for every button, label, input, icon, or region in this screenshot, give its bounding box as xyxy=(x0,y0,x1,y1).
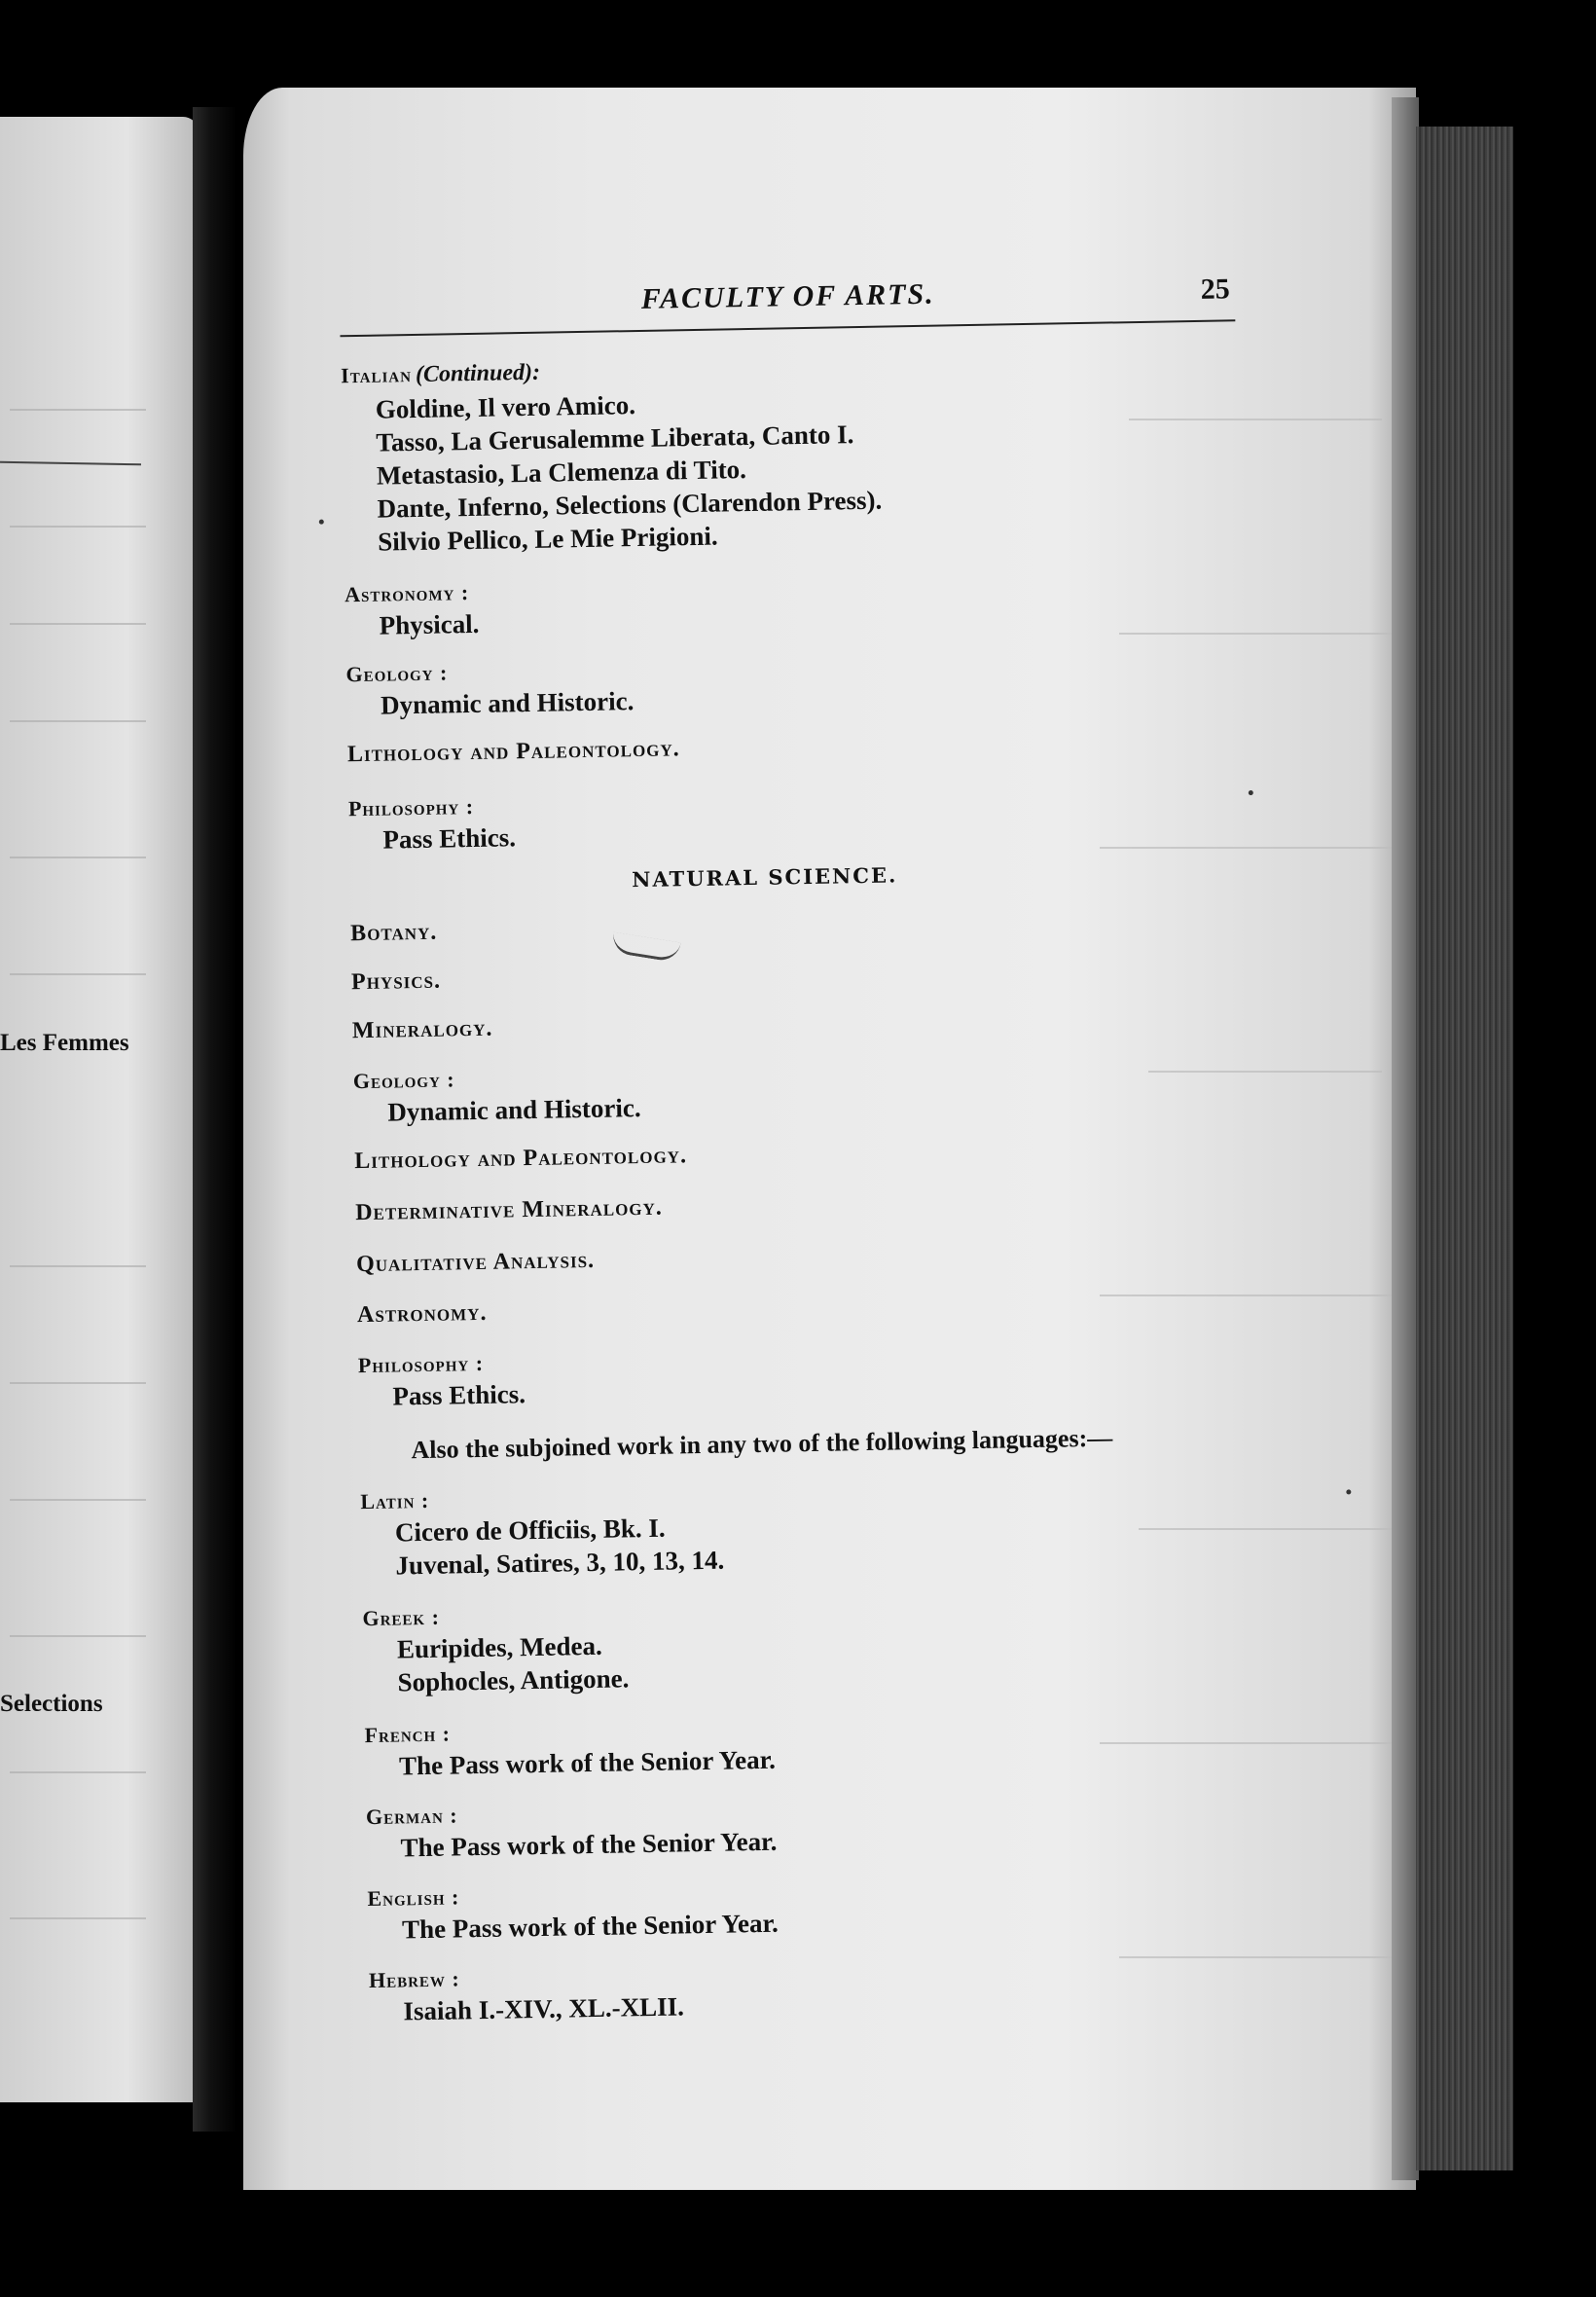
english-heading: English : xyxy=(367,1884,460,1912)
german-heading: German : xyxy=(365,1803,458,1830)
lithology-heading: Lithology and Paleontology. xyxy=(354,1143,688,1175)
list-item: Goldine, Il vero Amico. xyxy=(375,390,636,424)
geology-heading: Geology : xyxy=(352,1067,455,1094)
philosophy-heading: Philosophy : xyxy=(347,793,475,821)
left-page xyxy=(0,117,212,2102)
pencil-mark xyxy=(610,932,680,964)
italian-heading: Italian xyxy=(340,362,413,388)
list-item: Dante, Inferno, Selections (Clarendon Press). xyxy=(377,485,883,524)
list-item: The Pass work of the Senior Year. xyxy=(401,1908,780,1945)
header-rule xyxy=(340,319,1235,337)
list-item: The Pass work of the Senior Year. xyxy=(398,1744,777,1781)
continued-label: (Continued): xyxy=(415,359,541,387)
list-item: Cicero de Officiis, Bk. I. xyxy=(394,1513,666,1548)
greek-heading: Greek : xyxy=(362,1604,441,1631)
left-page-fragment-2: Selections xyxy=(0,1691,103,1717)
list-item: Metastasio, La Clemenza di Tito. xyxy=(376,455,747,491)
list-item: Pass Ethics. xyxy=(392,1379,526,1411)
italian-heading-line xyxy=(341,360,540,390)
section-title-natural-science: NATURAL SCIENCE. xyxy=(632,862,898,893)
page-edge-shadow xyxy=(1392,97,1419,2180)
list-item: Pass Ethics. xyxy=(382,822,517,855)
lithology-heading: Lithology and Paleontology. xyxy=(346,736,680,768)
list-item: The Pass work of the Senior Year. xyxy=(400,1826,778,1863)
list-item: Juvenal, Satires, 3, 10, 13, 14. xyxy=(395,1545,725,1581)
latin-heading: Latin : xyxy=(360,1487,430,1514)
book-page-edges xyxy=(1416,127,1513,2170)
french-heading: French : xyxy=(364,1721,452,1748)
list-item: Isaiah I.-XIV., XL.-XLII. xyxy=(403,1991,685,2026)
hebrew-heading: Hebrew : xyxy=(368,1966,460,1993)
physics-heading: Physics. xyxy=(350,967,442,996)
right-page xyxy=(243,88,1416,2190)
list-item: Euripides, Medea. xyxy=(396,1630,603,1664)
running-title: FACULTY OF ARTS. xyxy=(640,277,935,315)
determinative-mineralogy-heading: Determinative Mineralogy. xyxy=(354,1194,664,1226)
astronomy-heading: Astronomy : xyxy=(344,580,470,607)
list-item: Sophocles, Antigone. xyxy=(397,1663,630,1697)
philosophy-heading: Philosophy : xyxy=(357,1350,485,1378)
ink-speck xyxy=(1346,1489,1351,1494)
geology-heading: Geology : xyxy=(345,660,449,687)
list-item: Physical. xyxy=(379,608,480,640)
astronomy-heading: Astronomy. xyxy=(356,1299,488,1329)
ink-speck xyxy=(1249,790,1253,795)
left-page-rule xyxy=(0,461,141,466)
list-item: Dynamic and Historic. xyxy=(380,686,635,720)
botany-heading: Botany. xyxy=(349,919,438,947)
qualitative-analysis-heading: Qualitative Analysis. xyxy=(355,1247,596,1278)
page-content xyxy=(243,88,1416,2190)
languages-intro: Also the subjoined work in any two of the following languages:— xyxy=(411,1423,1113,1465)
list-item: Dynamic and Historic. xyxy=(387,1093,641,1127)
mineralogy-heading: Mineralogy. xyxy=(351,1015,493,1044)
list-item: Tasso, La Gerusalemme Liberata, Canto I. xyxy=(376,419,854,457)
page-number: 25 xyxy=(1200,273,1231,306)
book-gutter xyxy=(193,107,236,2132)
left-page-fragment-1: Les Femmes xyxy=(0,1030,129,1056)
list-item: Silvio Pellico, Le Mie Prigioni. xyxy=(377,521,718,557)
ink-speck xyxy=(319,520,324,525)
